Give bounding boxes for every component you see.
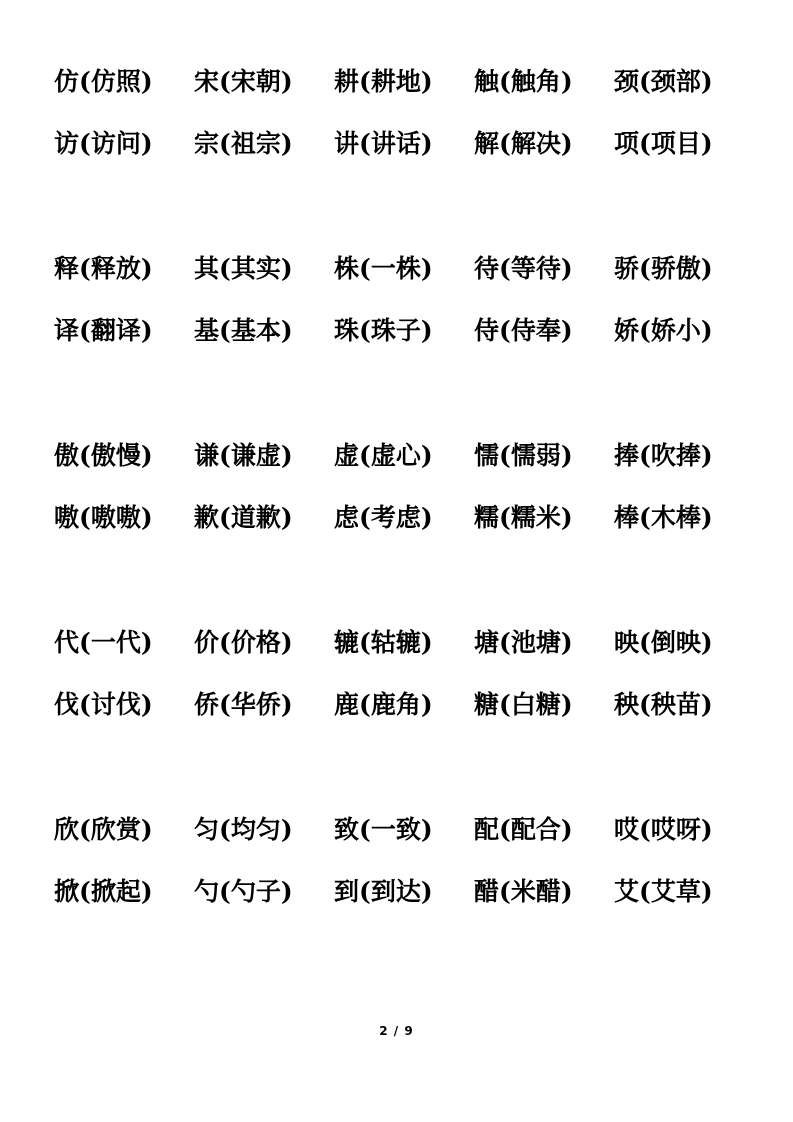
word-row bbox=[54, 611, 754, 673]
word-entry: 宗(祖宗) bbox=[194, 128, 293, 158]
word-entry: 宋(宋朝) bbox=[194, 66, 293, 96]
word-entry: 耕(耕地) bbox=[334, 66, 433, 96]
word-entry: 伐(讨伐) bbox=[54, 689, 153, 719]
word-group-1 bbox=[54, 50, 754, 174]
word-entry: 项(项目) bbox=[614, 128, 713, 158]
word-row bbox=[54, 299, 754, 361]
word-group-3 bbox=[54, 424, 754, 548]
page-number: 2 / 9 bbox=[379, 1024, 414, 1038]
word-entry: 到(到达) bbox=[334, 876, 433, 906]
word-entry: 侍(侍奉) bbox=[474, 315, 573, 345]
word-entry: 棒(木棒) bbox=[614, 502, 713, 532]
word-entry: 捧(吹捧) bbox=[614, 440, 713, 470]
word-entry: 颈(颈部) bbox=[614, 66, 713, 96]
word-entry: 糖(白糖) bbox=[474, 689, 573, 719]
word-entry: 歉(道歉) bbox=[194, 502, 293, 532]
word-entry: 触(触角) bbox=[474, 66, 573, 96]
word-entry: 骄(骄傲) bbox=[614, 253, 713, 283]
word-entry: 配(配合) bbox=[474, 814, 573, 844]
word-entry: 掀(掀起) bbox=[54, 876, 153, 906]
word-entry: 醋(米醋) bbox=[474, 876, 573, 906]
word-row bbox=[54, 237, 754, 299]
word-entry: 珠(珠子) bbox=[334, 315, 433, 345]
word-entry: 基(基本) bbox=[194, 315, 293, 345]
word-row bbox=[54, 112, 754, 174]
word-row bbox=[54, 50, 754, 112]
word-entry: 勺(勺子) bbox=[194, 876, 293, 906]
word-entry: 映(倒映) bbox=[614, 627, 713, 657]
word-entry: 辘(轱辘) bbox=[334, 627, 433, 657]
word-entry: 侨(华侨) bbox=[194, 689, 293, 719]
word-entry: 株(一株) bbox=[334, 253, 433, 283]
word-entry: 懦(懦弱) bbox=[474, 440, 573, 470]
word-entry: 秧(秧苗) bbox=[614, 689, 713, 719]
word-entry: 致(一致) bbox=[334, 814, 433, 844]
word-entry: 虑(考虑) bbox=[334, 502, 433, 532]
word-entry: 虚(虚心) bbox=[334, 440, 433, 470]
word-entry: 艾(艾草) bbox=[614, 876, 713, 906]
word-entry: 糯(糯米) bbox=[474, 502, 573, 532]
word-entry: 仿(仿照) bbox=[54, 66, 153, 96]
word-group-4 bbox=[54, 611, 754, 735]
word-entry: 谦(谦虚) bbox=[194, 440, 293, 470]
word-entry: 塘(池塘) bbox=[474, 627, 573, 657]
word-entry: 鹿(鹿角) bbox=[334, 689, 433, 719]
word-entry: 欣(欣赏) bbox=[54, 814, 153, 844]
word-row bbox=[54, 798, 754, 860]
word-row bbox=[54, 673, 754, 735]
word-entry: 代(一代) bbox=[54, 627, 153, 657]
word-entry: 匀(均匀) bbox=[194, 814, 293, 844]
word-entry: 其(其实) bbox=[194, 253, 293, 283]
word-entry: 释(释放) bbox=[54, 253, 153, 283]
word-entry: 讲(讲话) bbox=[334, 128, 433, 158]
word-entry: 嗷(嗷嗷) bbox=[54, 502, 153, 532]
word-entry: 娇(娇小) bbox=[614, 315, 713, 345]
word-entry: 价(价格) bbox=[194, 627, 293, 657]
word-entry: 哎(哎呀) bbox=[614, 814, 713, 844]
word-group-2 bbox=[54, 237, 754, 361]
word-entry: 待(等待) bbox=[474, 253, 573, 283]
word-group-5 bbox=[54, 798, 754, 922]
word-row bbox=[54, 486, 754, 548]
word-row bbox=[54, 860, 754, 922]
word-entry: 访(访问) bbox=[54, 128, 153, 158]
word-entry: 傲(傲慢) bbox=[54, 440, 153, 470]
word-entry: 解(解决) bbox=[474, 128, 573, 158]
word-row bbox=[54, 424, 754, 486]
word-entry: 译(翻译) bbox=[54, 315, 153, 345]
